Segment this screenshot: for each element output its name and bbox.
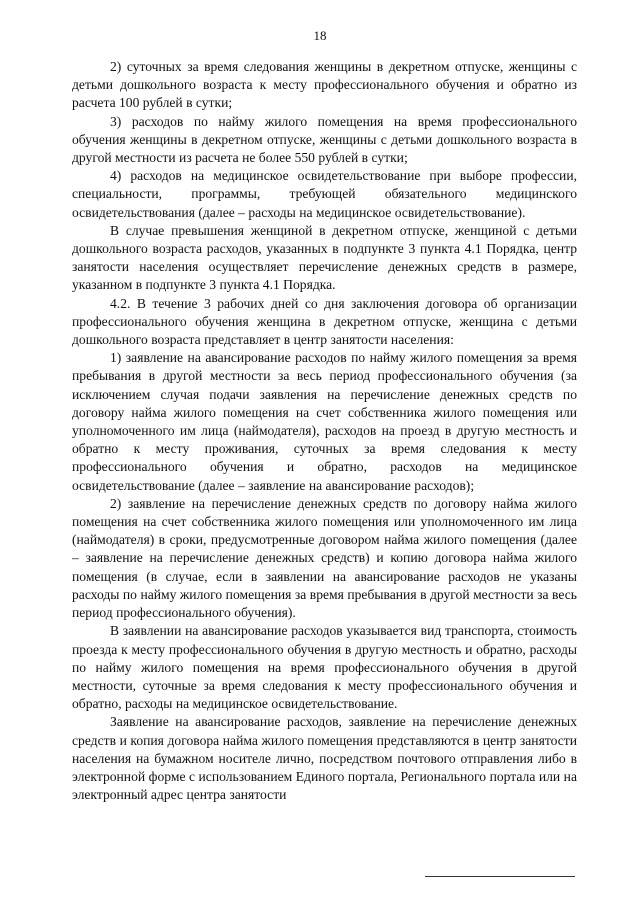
- paragraph-item-1-advance-application: 1) заявление на авансирование расходов по найму жилого помещения за время пребывания в другой местности за весь период профессионального обучения (за исключением случая подачи заявления на перечисление денежных средств по договору найма жилого помещения на счет собственника жилого помещения или уполномоченного им лица (наймодателя), расходов на проезд в другую местность и обратно к месту проживания, суточных за время следования к месту профессионального обучения и обратно, расходов на медицинское освидетельствование (далее – заявление на авансирование расходов);: [72, 350, 577, 493]
- paragraph-advance-application-contents: В заявлении на авансирование расходов указывается вид транспорта, стоимость проезда к месту профессионального обучения в другую местность и обратно, расходы по найму жилого помещения на время профессионального обучения в другой местности, суточные за время следования к месту профессионального обучения и обратно, расходы на медицинское освидетельствование.: [72, 623, 577, 712]
- paragraph-subitem-4-medical-examination: 4) расходов на медицинское освидетельствование при выборе профессии, специальности, программы, требующей обязательного медицинского освидетельствования (далее – расходы на медицинское освидетельствование).: [72, 168, 577, 220]
- paragraph-section-4-2: 4.2. В течение 3 рабочих дней со дня заключения договора об организации профессионального обучения женщина в декретном отпуске, женщина с детьми дошкольного возраста представляет в центр занятости населения:: [72, 295, 577, 348]
- page-number: 18: [313, 28, 327, 43]
- document-body: [72, 58, 577, 804]
- footer-divider: [425, 876, 575, 877]
- paragraph-excess-expenses: В случае превышения женщиной в декретном отпуске, женщиной с детьми дошкольного возраста расходов, указанных в подпункте 3 пункта 4.1 Порядка, центр занятости населения осуществляет перечисление денежных средств в размере, указанном в подпункте 3 пункта 4.1 Порядка.: [72, 222, 577, 293]
- paragraph-item-2-transfer-application: 2) заявление на перечисление денежных средств по договору найма жилого помещения на счет собственника жилого помещения или уполномоченного им лица (наймодателя) в сроки, предусмотренные договором найма жилого помещения (далее – заявление на перечисление денежных средств) и копию договора найма жилого помещения (в случае, если в заявлении на авансирование расходов не указаны расходы по найму жилого помещения за время пребывания в другой местности за весь период профессионального обучения).: [72, 495, 577, 621]
- paragraph-subitem-3-housing-expenses: 3) расходов по найму жилого помещения на время профессионального обучения женщины в декретном отпуске, женщины с детьми дошкольного возраста в другой местности из расчета не более 550 рублей в сутки;: [72, 113, 577, 166]
- paragraph-subitem-2-daily-allowance: 2) суточных за время следования женщины в декретном отпуске, женщины с детьми дошкольного возраста к месту профессионального обучения и обратно из расчета 100 рублей в сутки;: [72, 59, 577, 111]
- paragraph-submission-methods: Заявление на авансирование расходов, заявление на перечисление денежных средств и копия договора найма жилого помещения представляются в центр занятости населения на бумажном носителе лично, посредством почтового отправления либо в электронной форме с использованием Единого портала, Регионального портала или на электронный адрес центра занятости: [72, 714, 577, 803]
